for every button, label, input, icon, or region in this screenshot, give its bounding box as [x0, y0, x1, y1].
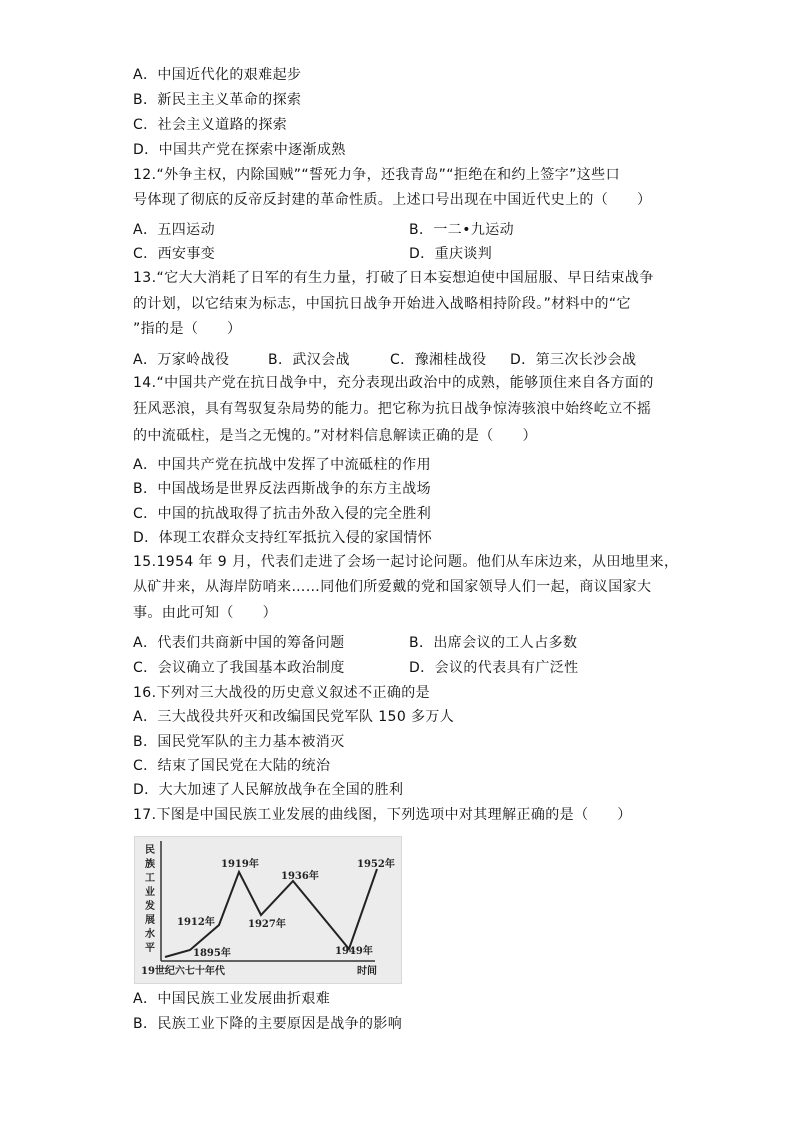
- q12-stem-line-1: 12.“外争主权，内除国贼”“誓死力争，还我青岛”“拒绝在和约上签字”这些口: [133, 167, 620, 183]
- q13-stem-line-1: 13.“它大大消耗了日军的有生力量，打破了日本妄想迫使中国屈服、早日结束战争: [133, 270, 654, 286]
- q16-option-a: A．三大战役共歼灭和改编国民党军队 150 多万人: [133, 709, 455, 725]
- q16-stem: 16.下列对三大战役的历史意义叙述不正确的是: [133, 685, 431, 701]
- q11-option-d: D．中国共产党在探索中逐渐成熟: [133, 142, 346, 158]
- q12-option-a: A．五四运动: [133, 222, 215, 238]
- q17-option-a: A．中国民族工业发展曲折艰难: [133, 991, 331, 1007]
- q14-stem-line-3: 的中流砥柱，是当之无愧的。”对材料信息解读正确的是（ ）: [133, 428, 537, 444]
- q15-option-d: D．会议的代表具有广泛性: [409, 660, 579, 676]
- q14-option-a: A．中国共产党在抗战中发挥了中流砥柱的作用: [133, 457, 431, 473]
- q15-option-b: B．出席会议的工人占多数: [409, 635, 578, 651]
- q14-stem-line-1: 14.“中国共产党在抗日战争中，充分表现出政治中的成熟，能够顶住来自各方面的: [133, 375, 654, 391]
- label-1952: 1952年: [357, 859, 395, 870]
- label-1912: 1912年: [177, 917, 215, 928]
- q14-stem-line-2: 狂风恶浪，具有驾驭复杂局势的能力。把它称为抗日战争惊涛骇浪中始终屹立不摇: [133, 401, 652, 417]
- q14-option-d: D．体现工农群众支持红军抵抗入侵的家国情怀: [133, 530, 433, 546]
- q13-option-d: D．第三次长沙会战: [510, 352, 637, 368]
- q11-option-c: C．社会主义道路的探索: [133, 117, 288, 133]
- q11-option-a: A．中国近代化的艰难起步: [133, 67, 302, 83]
- label-1895: 1895年: [193, 948, 231, 959]
- x-start-label: 19世纪六七十年代: [141, 966, 225, 977]
- q13-stem-line-2: 的计划，以它结束为标志，中国抗日战争开始进入战略相持阶段。”材料中的“它: [133, 296, 631, 312]
- q11-option-b: B．新民主主义革命的探索: [133, 92, 302, 108]
- q17-option-b: B．民族工业下降的主要原因是战争的影响: [133, 1016, 403, 1032]
- q17-stem: 17.下图是中国民族工业发展的曲线图，下列选项中对其理解正确的是（ ）: [133, 807, 632, 823]
- svg-text:水: 水: [145, 929, 155, 940]
- label-1936: 1936年: [281, 871, 319, 882]
- q13-stem-line-3: ”指的是（ ）: [133, 321, 242, 337]
- label-1927: 1927年: [248, 919, 286, 930]
- svg-text:展: 展: [145, 915, 155, 926]
- q16-option-b: B．国民党军队的主力基本被消灭: [133, 734, 345, 750]
- q12-option-c: C．西安事变: [133, 246, 216, 262]
- q13-option-c: C．豫湘桂战役: [390, 352, 487, 368]
- q13-option-b: B．武汉会战: [268, 352, 351, 368]
- q14-option-b: B．中国战场是世界反法西斯战争的东方主战场: [133, 481, 432, 497]
- q15-option-c: C．会议确立了我国基本政治制度: [133, 660, 345, 676]
- svg-text:族: 族: [145, 859, 155, 870]
- national-industry-curve-figure: [134, 836, 402, 984]
- svg-text:民: 民: [145, 845, 155, 856]
- q16-option-c: C．结束了国民党在大陆的统治: [133, 758, 331, 774]
- x-axis-label: 时间: [357, 966, 377, 977]
- q12-stem-line-2: 号体现了彻底的反帝反封建的革命性质。上述口号出现在中国近代史上的（ ）: [133, 192, 652, 208]
- svg-text:发: 发: [145, 901, 155, 912]
- q15-stem-line-2: 从矿井来，从海岸防哨来……同他们所爱戴的党和国家领导人们一起，商议国家大: [133, 579, 652, 595]
- q15-stem-line-3: 事。由此可知（ ）: [133, 605, 277, 621]
- y-axis-label: [144, 843, 155, 954]
- curve-graph: [135, 837, 401, 983]
- q16-option-d: D．大大加速了人民解放战争在全国的胜利: [133, 782, 404, 798]
- svg-text:业: 业: [145, 887, 155, 898]
- label-1949: 1949年: [335, 946, 373, 957]
- q15-option-a: A．代表们共商新中国的筹备问题: [133, 635, 345, 651]
- q15-stem-line-1: 15.1954 年 9 月，代表们走进了会场一起讨论问题。他们从车床边来，从田地里来，: [133, 554, 679, 570]
- svg-text:平: 平: [145, 943, 155, 954]
- q12-option-b: B．一二•九运动: [409, 222, 515, 238]
- q12-option-d: D．重庆谈判: [409, 246, 493, 262]
- development-curve: [165, 869, 377, 957]
- q13-option-a: A．万家岭战役: [133, 352, 230, 368]
- label-1919: 1919年: [221, 859, 259, 870]
- q14-option-c: C．中国的抗战取得了抗击外敌入侵的完全胜利: [133, 506, 432, 522]
- svg-text:工: 工: [145, 873, 155, 884]
